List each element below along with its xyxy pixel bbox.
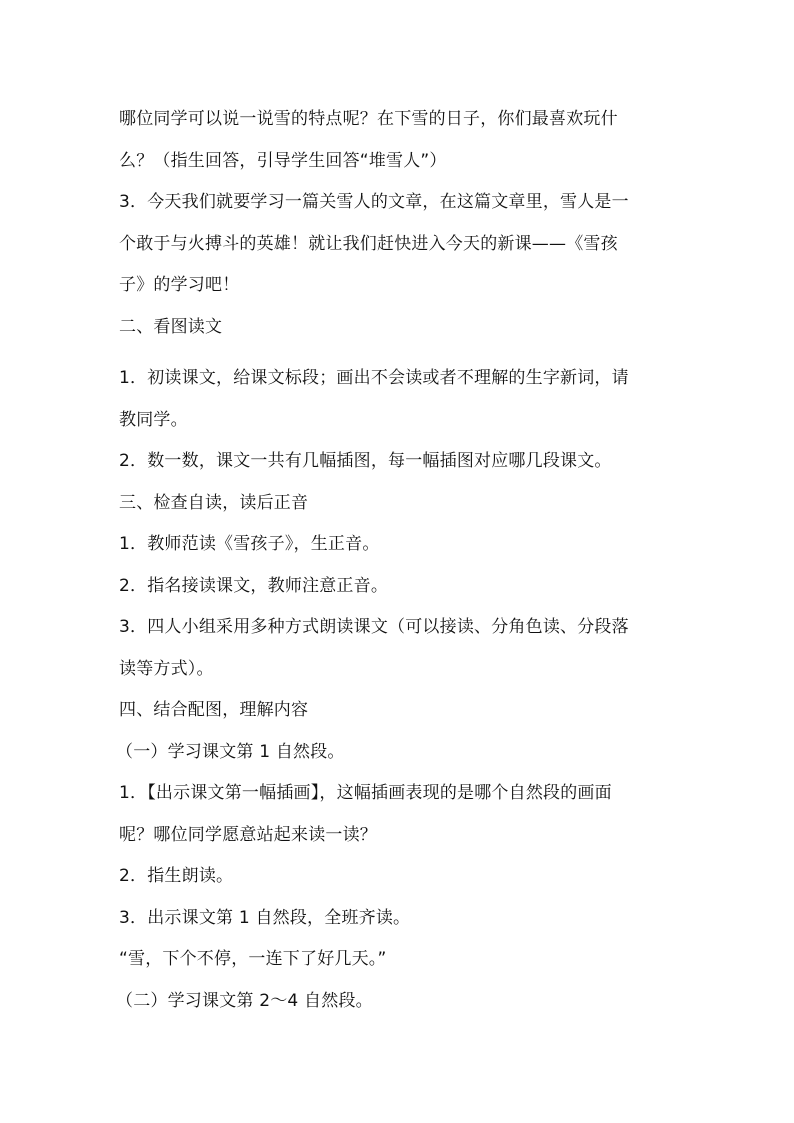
text-line: 2．数一数，课文一共有几幅插图，每一幅插图对应哪几段课文。: [119, 451, 612, 471]
text-line: 3．四人小组采用多种方式朗读课文（可以接读、分角色读、分段落: [119, 617, 629, 637]
text-line: 1．初读课文，给课文标段；画出不会读或者不理解的生字新词，请: [119, 368, 629, 388]
text-line: 3．出示课文第 1 自然段，全班齐读。: [119, 907, 411, 928]
text-line: 2．指生朗读。: [119, 866, 234, 886]
document-body: [116, 99, 679, 1022]
text-line: 个敢于与火搏斗的英雄！就让我们赶快进入今天的新课——《雪孩: [119, 233, 618, 254]
subsection-heading: （一）学习课文第 1 自然段。: [116, 741, 345, 762]
text-line: 子》的学习吧！: [119, 275, 240, 295]
spacer: [119, 348, 679, 358]
text-line: 哪位同学可以说一说雪的特点呢？在下雪的日子，你们最喜欢玩什: [119, 109, 618, 129]
text-line: 教同学。: [119, 409, 188, 430]
quote-line: “雪，下个不停，一连下了好几天。”: [119, 949, 387, 969]
text-line: 1．【出示课文第一幅插画】，这幅插画表现的是哪个自然段的画面: [119, 783, 612, 803]
text-line: 读等方式）。: [119, 658, 214, 679]
text-line: 呢？哪位同学愿意站起来读一读？: [119, 824, 377, 845]
subsection-heading: （二）学习课文第 2～4 自然段。: [116, 990, 373, 1011]
text-line: 2．指名接读课文，教师注意正音。: [119, 575, 389, 596]
section-heading: 三、检查自读，读后正音: [119, 492, 309, 513]
section-heading: 二、看图读文: [119, 316, 223, 337]
text-line: 么？（指生回答，引导学生回答“堆雪人”）: [119, 150, 447, 171]
text-line: 1．教师范读《雪孩子》，生正音。: [119, 534, 380, 554]
text-line: 3．今天我们就要学习一篇关雪人的文章，在这篇文章里，雪人是一: [119, 192, 629, 212]
section-heading: 四、结合配图，理解内容: [119, 700, 309, 720]
